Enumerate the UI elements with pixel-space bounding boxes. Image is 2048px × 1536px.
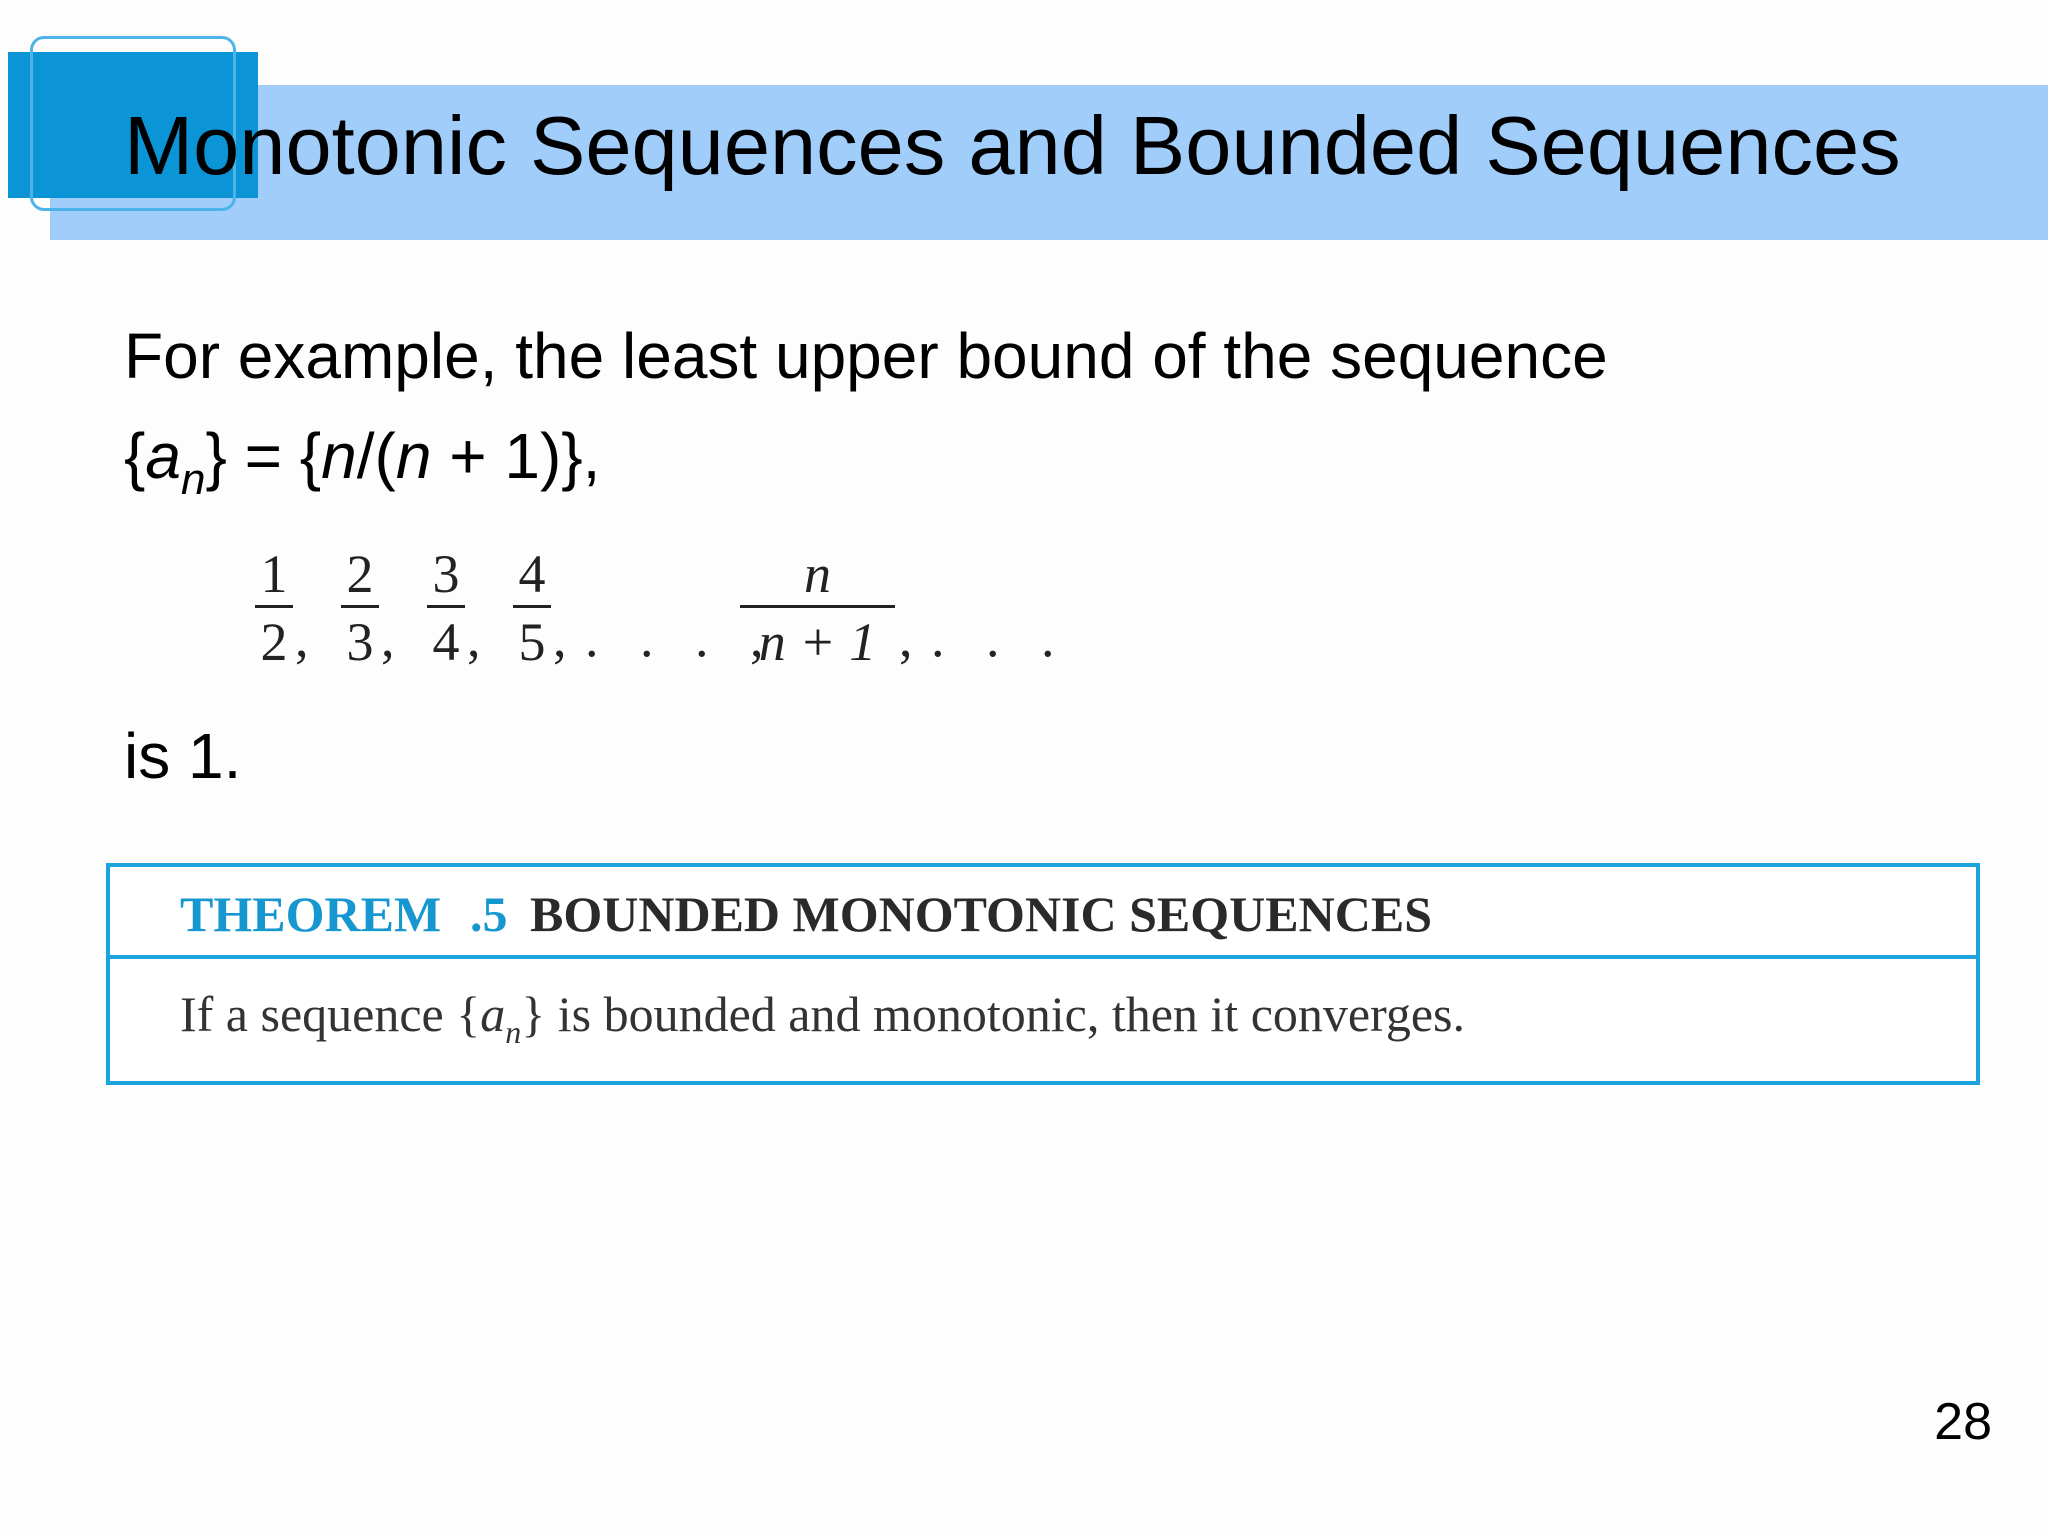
fraction-bar (513, 605, 551, 608)
comma: , (381, 608, 395, 668)
fraction-1-2 (255, 545, 293, 674)
fraction-3-4 (427, 545, 465, 674)
fraction-denominator: 3 (346, 612, 374, 672)
eq-open: { (124, 420, 146, 492)
eq-sub-n: n (180, 455, 206, 504)
comma: , (467, 608, 481, 668)
fraction-denominator: 4 (432, 612, 460, 672)
theorem-statement (180, 985, 1465, 1050)
fraction-general-term (740, 545, 895, 674)
theorem-header (110, 867, 1976, 959)
fraction-numerator: n (804, 544, 831, 604)
fraction-bar (341, 605, 379, 608)
theorem-var: a (480, 986, 506, 1042)
eq-mid: } = { (205, 420, 322, 492)
ellipsis: . . . , (585, 608, 778, 668)
fraction-2-3 (341, 545, 379, 674)
theorem-text-after: } is bounded and monotonic, then it converges. (521, 986, 1465, 1042)
theorem-text-before: If a sequence { (180, 986, 481, 1042)
theorem-name: BOUNDED MONOTONIC SEQUENCES (530, 886, 1433, 942)
fraction-bar (740, 605, 895, 608)
fraction-bar (427, 605, 465, 608)
fraction-denominator: n + 1 (758, 612, 877, 672)
eq-a: a (145, 420, 181, 492)
eq-n1: n (321, 420, 357, 492)
fraction-numerator: 1 (260, 544, 288, 604)
fraction-denominator: 2 (260, 612, 288, 672)
eq-end: + 1)}, (431, 420, 601, 492)
body-line-1: For example, the least upper bound of the sequence (124, 320, 1608, 392)
eq-slash: /( (356, 420, 396, 492)
body-conclusion: is 1. (124, 720, 242, 792)
eq-n2: n (395, 420, 432, 492)
page-number: 28 (1934, 1393, 1992, 1451)
trailing-ellipsis: . . . (931, 608, 1069, 668)
comma: , (899, 608, 913, 668)
theorem-var-sub: n (505, 1014, 522, 1050)
fraction-bar (255, 605, 293, 608)
fraction-4-5 (513, 545, 551, 674)
fraction-numerator: 3 (432, 544, 460, 604)
sequence-definition (124, 418, 601, 504)
fraction-denominator: 5 (518, 612, 546, 672)
fraction-numerator: 4 (518, 544, 546, 604)
theorem-box (106, 863, 1980, 1085)
comma: , (553, 608, 567, 668)
slide-title: Monotonic Sequences and Bounded Sequences (124, 99, 1901, 192)
theorem-label: THEOREM (180, 886, 442, 942)
theorem-number: .5 (470, 886, 508, 942)
comma: , (295, 608, 309, 668)
fraction-numerator: 2 (346, 544, 374, 604)
